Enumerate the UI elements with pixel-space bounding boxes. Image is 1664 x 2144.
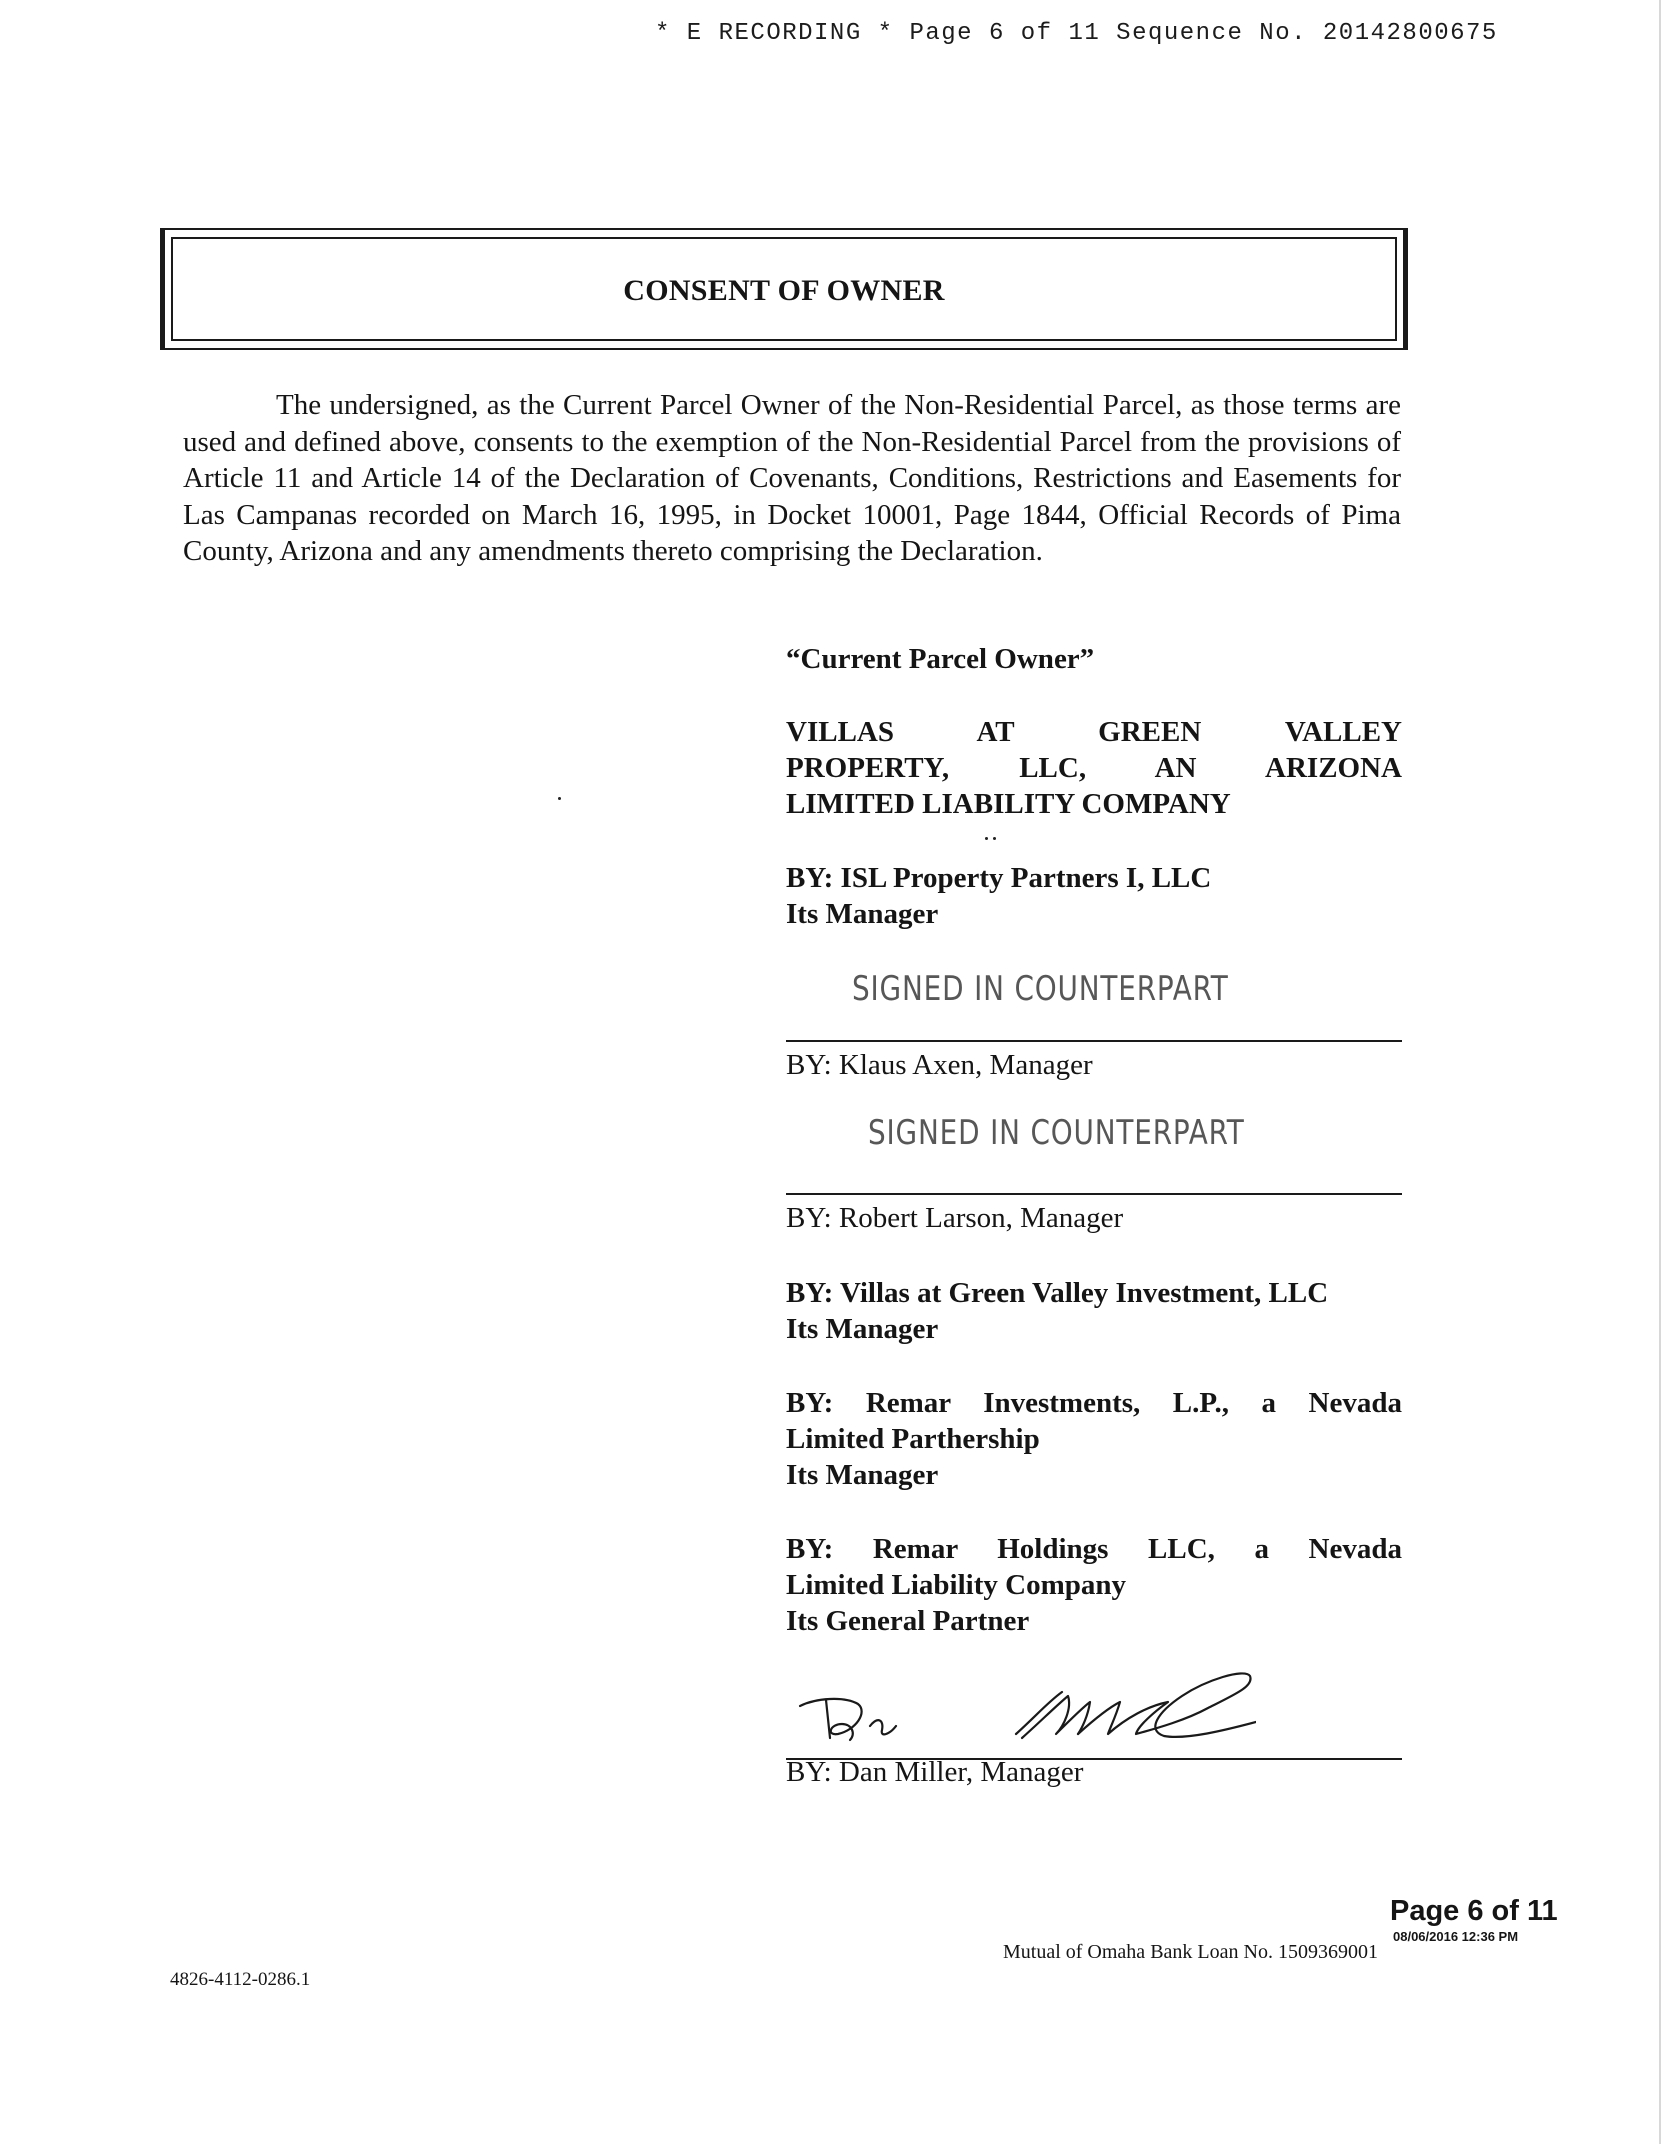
owner-label: “Current Parcel Owner” [786,643,1095,675]
scan-speck [993,837,996,840]
manager-by: BY: Remar Holdings LLC, a Nevada [786,1533,1402,1565]
manager-role: Its Manager [786,1313,939,1345]
owner-name [786,714,1402,822]
signer-dan-miller: BY: Dan Miller, Manager [786,1756,1084,1788]
manager-block-isl [786,860,1402,932]
recording-header: * E RECORDING * Page 6 of 11 Sequence No. 20142800675 [655,20,1498,47]
manager-by: BY: Villas at Green Valley Investment, LLC [786,1277,1329,1309]
consent-paragraph-text: The undersigned, as the Current Parcel Owner of the Non-Residential Parcel, as those terms are used and defined above, consents to the exemption of the Non-Residential Parcel from the provisions of Article 11 and Article 14 of the Declaration of Covenants, Conditions, Restrictions and Easements for Las Campanas recorded on March 16, 1995, in Docket 10001, Page 1844, Official Records of Pima County, Arizona and any amendments thereto comprising the Declaration. [183,389,1401,568]
page-number-label: Page 6 of 11 [1390,1895,1558,1927]
manager-block-remar-investments [786,1385,1402,1493]
manager-block-villas [786,1275,1402,1347]
owner-name-line: PROPERTY, LLC, AN ARIZONA [786,752,1402,784]
signed-in-counterpart-stamp: SIGNED IN COUNTERPART [868,1113,1245,1153]
manager-role: Its Manager [786,1459,939,1491]
document-code: 4826-4112-0286.1 [170,1969,311,1990]
owner-name-line: LIMITED LIABILITY COMPANY [786,788,1231,820]
signature-line [786,1040,1402,1042]
manager-block-remar-holdings [786,1531,1402,1639]
consent-paragraph [183,387,1401,570]
signer-robert-larson: BY: Robert Larson, Manager [786,1202,1124,1234]
scan-speck [985,837,988,840]
signed-in-counterpart-stamp: SIGNED IN COUNTERPART [852,969,1229,1009]
title-box [160,228,1408,350]
manager-entity-type: Limited Liability Company [786,1569,1126,1601]
print-timestamp: 08/06/2016 12:36 PM [1393,1929,1519,1944]
scan-speck [558,797,561,800]
manager-by: BY: ISL Property Partners I, LLC [786,862,1212,894]
manager-by: BY: Remar Investments, L.P., a Nevada [786,1387,1402,1419]
manager-entity-type: Limited Parthership [786,1423,1040,1455]
manager-role: Its Manager [786,898,939,930]
bank-loan-number: Mutual of Omaha Bank Loan No. 1509369001 [1003,1941,1378,1963]
document-title: CONSENT OF OWNER [623,274,945,307]
signer-klaus-axen: BY: Klaus Axen, Manager [786,1049,1093,1081]
scan-edge-line [1659,0,1661,2144]
signature-line [786,1193,1402,1195]
handwritten-signature [786,1668,1256,1768]
owner-name-line: VILLAS AT GREEN VALLEY [786,716,1402,748]
manager-role: Its General Partner [786,1605,1030,1637]
